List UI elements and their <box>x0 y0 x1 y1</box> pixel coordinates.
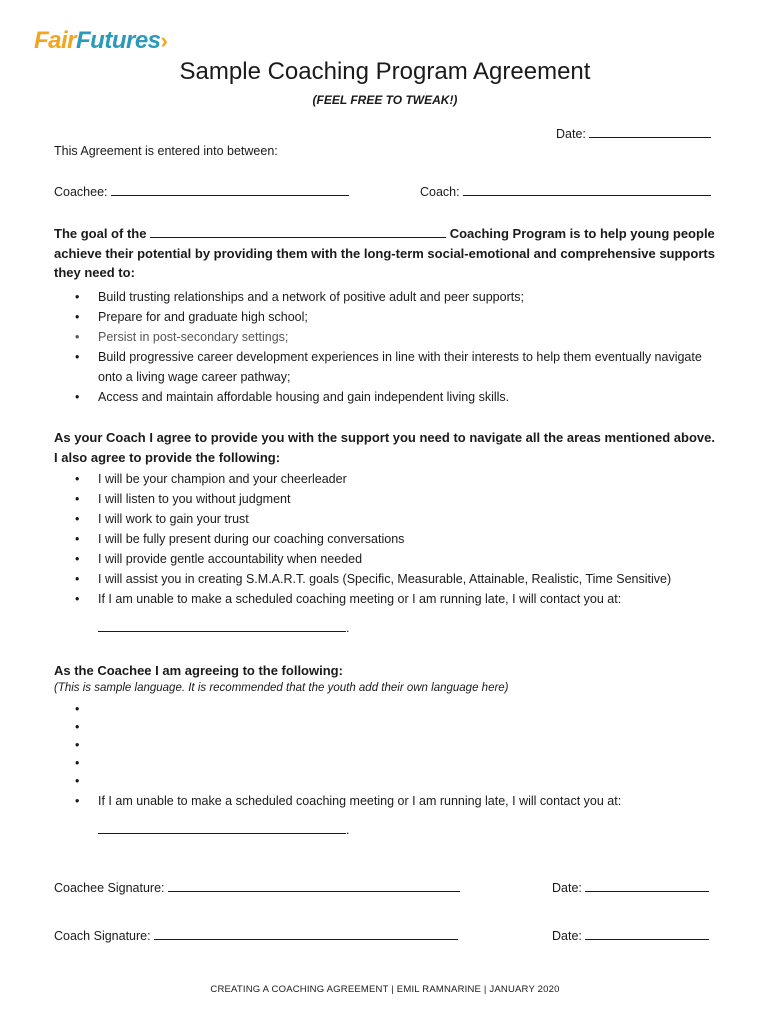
goal-paragraph <box>54 224 720 283</box>
list-item: • I will assist you in creating S.M.A.R.T. goals (Specific, Measurable, Attainable, Realistic, Time Sensitive) <box>54 569 714 589</box>
empty-list-item[interactable] <box>54 736 714 754</box>
goal-list <box>54 287 714 407</box>
period: . <box>346 823 350 837</box>
coach-contact-blank[interactable] <box>98 620 346 632</box>
list-item: • Build trusting relationships and a network of positive adult and peer supports; <box>54 287 714 307</box>
goal-text-after: Coaching Program is to help young people achieve their potential by providing them with the long-term social-emotional and comprehensive supports they need to: <box>54 226 715 280</box>
list-item: • Persist in post-secondary settings; <box>54 327 714 347</box>
date-label: Date: <box>552 929 582 943</box>
top-date-blank[interactable] <box>589 126 711 138</box>
list-item: • Access and maintain affordable housing and gain independent living skills. <box>54 387 714 407</box>
coachee-signature-blank[interactable] <box>168 880 460 892</box>
list-item: • I will provide gentle accountability when needed <box>54 549 714 569</box>
coach-signature-date-field <box>552 928 709 943</box>
list-item: • If I am unable to make a scheduled coaching meeting or I am running late, I will contact you at: <box>54 790 714 812</box>
coachee-date-blank[interactable] <box>585 880 709 892</box>
date-label: Date: <box>552 881 582 895</box>
empty-list-item[interactable] <box>54 754 714 772</box>
coachee-field <box>54 184 349 199</box>
list-item: • If I am unable to make a scheduled coaching meeting or I am running late, I will contact you at: <box>54 589 714 609</box>
top-date-field <box>556 126 711 141</box>
coach-blank[interactable] <box>463 184 711 196</box>
coachee-contact-field <box>98 822 349 837</box>
goal-text-before: The goal of the <box>54 226 147 241</box>
program-name-blank[interactable] <box>150 226 446 238</box>
coach-section-heading: As your Coach I agree to provide you with the support you need to navigate all the areas mentioned above. I also agree to provide the following: <box>54 430 715 465</box>
intro-text: This Agreement is entered into between: <box>54 144 278 158</box>
list-item: • I will be fully present during our coaching conversations <box>54 529 714 549</box>
coach-signature-field <box>54 928 458 943</box>
coachee-signature-date-field <box>552 880 709 895</box>
coachee-signature-field <box>54 880 460 895</box>
document-subtitle: (FEEL FREE TO TWEAK!) <box>312 93 458 107</box>
coachee-commitments-list <box>54 700 714 812</box>
coach-signature-label: Coach Signature: <box>54 929 151 943</box>
list-item: • Prepare for and graduate high school; <box>54 307 714 327</box>
coach-signature-blank[interactable] <box>154 928 458 940</box>
list-item: • Build progressive career development experiences in line with their interests to help them eventually navigate onto a living wage career pathway; <box>54 347 714 387</box>
empty-list-item[interactable] <box>54 700 714 718</box>
list-item: • I will listen to you without judgment <box>54 489 714 509</box>
empty-list-item[interactable] <box>54 772 714 790</box>
coachee-section-heading: As the Coachee I am agreeing to the following: <box>54 663 343 678</box>
fairfutures-logo <box>34 27 167 55</box>
logo-fair-text: Fair <box>34 27 77 54</box>
chevron-right-icon: › <box>160 28 168 53</box>
page-footer: CREATING A COACHING AGREEMENT | EMIL RAMNARINE | JANUARY 2020 <box>210 984 560 995</box>
list-item: • I will work to gain your trust <box>54 509 714 529</box>
coachee-section-note: (This is sample language. It is recommended that the youth add their own language here) <box>54 682 509 694</box>
document-title: Sample Coaching Program Agreement <box>179 58 591 85</box>
coach-contact-field <box>98 620 349 635</box>
coach-commitments-list <box>54 469 714 609</box>
coachee-signature-label: Coachee Signature: <box>54 881 165 895</box>
period: . <box>346 621 350 635</box>
logo-futures-text: Futures <box>76 27 161 54</box>
coach-field <box>420 184 711 199</box>
coachee-contact-blank[interactable] <box>98 822 346 834</box>
coach-label: Coach: <box>420 185 460 199</box>
top-date-label: Date: <box>556 127 586 141</box>
coachee-blank[interactable] <box>111 184 349 196</box>
coachee-label: Coachee: <box>54 185 108 199</box>
list-item: • I will be your champion and your cheerleader <box>54 469 714 489</box>
empty-list-item[interactable] <box>54 718 714 736</box>
coach-date-blank[interactable] <box>585 928 709 940</box>
